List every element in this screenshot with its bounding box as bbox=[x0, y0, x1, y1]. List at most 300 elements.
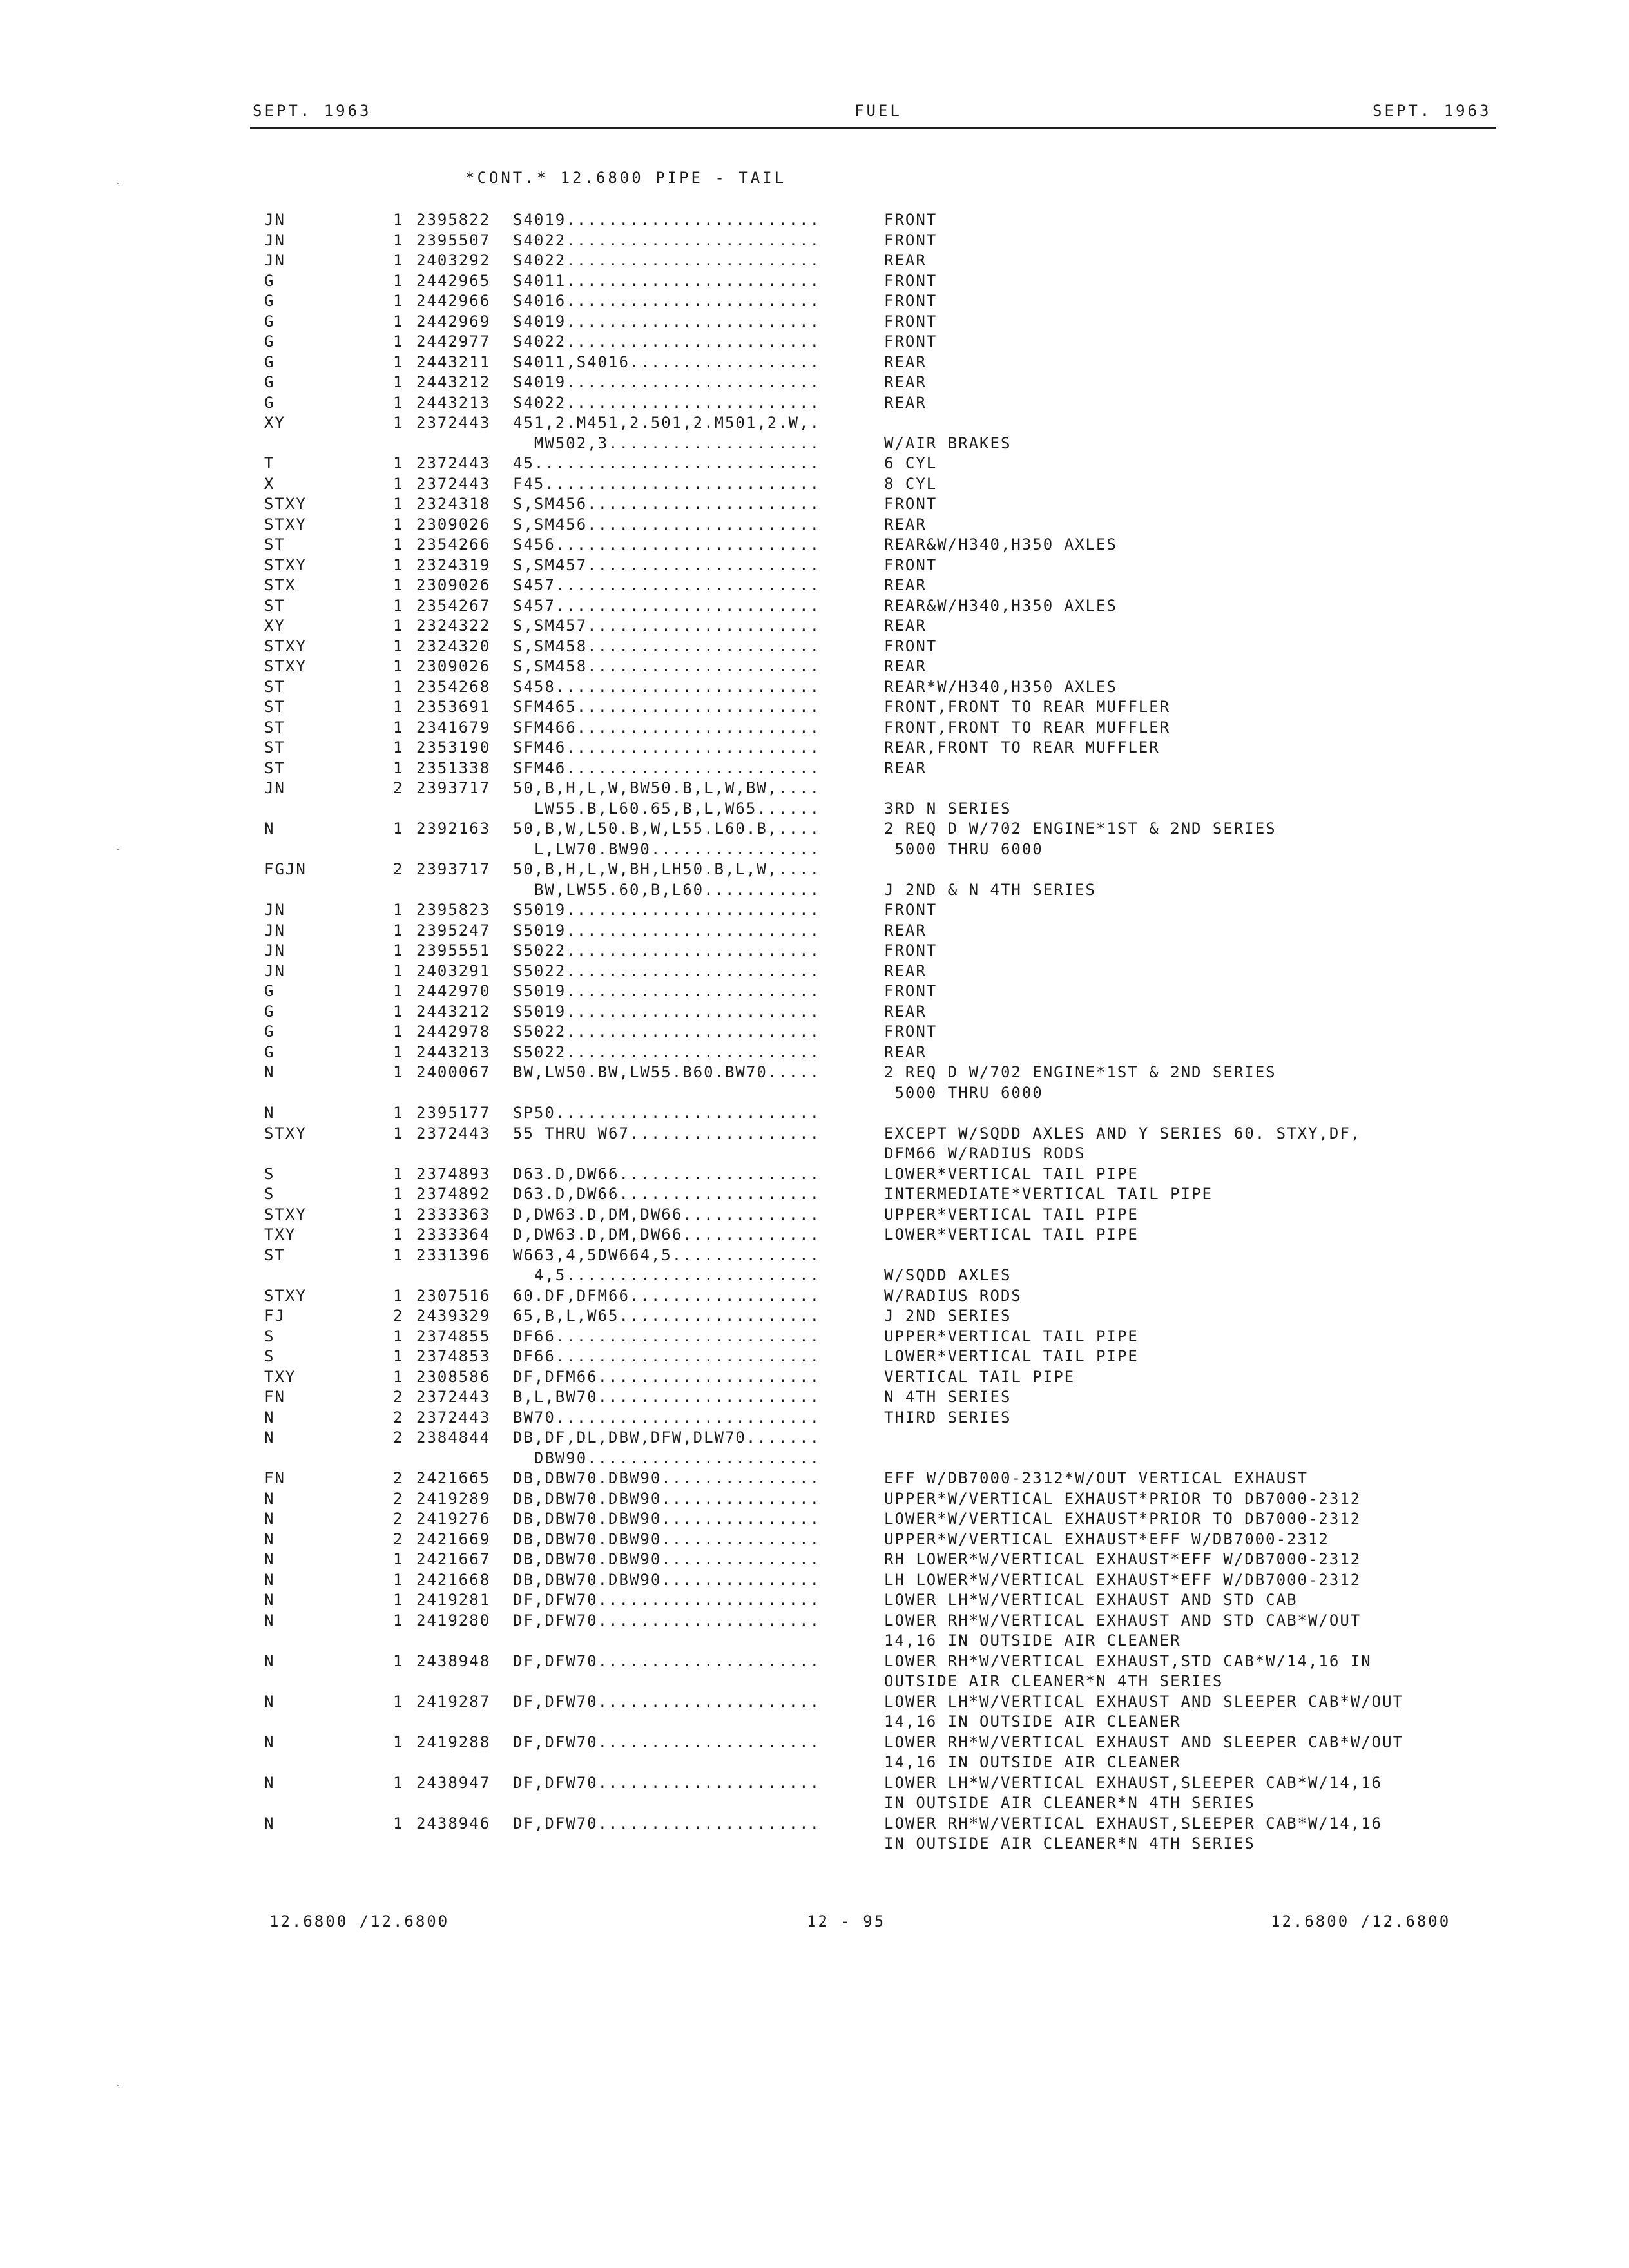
model-code: STXY bbox=[264, 637, 307, 655]
part-number: 2442970 bbox=[416, 982, 491, 1000]
quantity: 1 bbox=[393, 961, 404, 980]
part-number: 2324320 bbox=[416, 637, 491, 655]
table-row bbox=[0, 921, 1629, 941]
quantity: 2 bbox=[393, 1428, 404, 1446]
quantity: 2 bbox=[393, 860, 404, 878]
table-row bbox=[0, 596, 1629, 617]
model-code: STXY bbox=[264, 515, 307, 533]
model-code: ST bbox=[264, 677, 285, 696]
table-row bbox=[0, 1814, 1629, 1834]
model-description: S4011,S4016.................. bbox=[513, 352, 821, 371]
usage-note: 8 CYL bbox=[884, 474, 938, 493]
table-row bbox=[0, 434, 1629, 454]
model-code: T bbox=[264, 454, 275, 472]
model-code: STX bbox=[264, 576, 296, 594]
table-row bbox=[0, 372, 1629, 393]
quantity: 2 bbox=[393, 1388, 404, 1406]
usage-note: LOWER*VERTICAL TAIL PIPE bbox=[884, 1225, 1139, 1244]
usage-note: LOWER*W/VERTICAL EXHAUST*PRIOR TO DB7000-2312 bbox=[884, 1510, 1362, 1528]
usage-note: REAR bbox=[884, 758, 927, 777]
table-row bbox=[0, 1144, 1629, 1164]
table-row bbox=[0, 1286, 1629, 1307]
usage-note: 2 REQ D W/702 ENGINE*1ST & 2ND SERIES bbox=[884, 1063, 1277, 1081]
model-description: 55 THRU W67.................. bbox=[513, 1124, 821, 1142]
quantity: 1 bbox=[393, 596, 404, 615]
model-description: S5019........................ bbox=[513, 982, 821, 1000]
model-description: SFM465....................... bbox=[513, 698, 821, 716]
part-number: 2395247 bbox=[416, 921, 491, 939]
part-number: 2374893 bbox=[416, 1164, 491, 1183]
model-code: N bbox=[264, 1591, 275, 1609]
table-row bbox=[0, 494, 1629, 515]
part-number: 2372443 bbox=[416, 1408, 491, 1427]
model-code: ST bbox=[264, 1245, 285, 1264]
usage-note: INTERMEDIATE*VERTICAL TAIL PIPE bbox=[884, 1185, 1213, 1203]
usage-note: LOWER LH*W/VERTICAL EXHAUST AND SLEEPER CAB*W/OUT bbox=[884, 1692, 1404, 1711]
part-number: 2438946 bbox=[416, 1814, 491, 1832]
part-number: 2443212 bbox=[416, 1002, 491, 1021]
usage-note: FRONT bbox=[884, 292, 938, 310]
usage-note: W/AIR BRAKES bbox=[884, 434, 1012, 452]
part-number: 2374853 bbox=[416, 1347, 491, 1365]
part-number: 2354268 bbox=[416, 677, 491, 696]
usage-note: 14,16 IN OUTSIDE AIR CLEANER bbox=[884, 1713, 1181, 1731]
table-row bbox=[0, 900, 1629, 921]
table-row bbox=[0, 1245, 1629, 1266]
part-number: 2400067 bbox=[416, 1063, 491, 1081]
table-row bbox=[0, 1530, 1629, 1550]
table-row bbox=[0, 1347, 1629, 1367]
model-description: DB,DF,DL,DBW,DFW,DLW70....... bbox=[513, 1428, 821, 1446]
table-row bbox=[0, 1733, 1629, 1753]
model-description: DF66......................... bbox=[513, 1327, 821, 1345]
model-description: S,SM458...................... bbox=[513, 657, 821, 675]
quantity: 1 bbox=[393, 1164, 404, 1183]
table-row bbox=[0, 677, 1629, 698]
model-description: S5022........................ bbox=[513, 961, 821, 980]
model-code: S bbox=[264, 1164, 275, 1183]
table-row bbox=[0, 738, 1629, 758]
model-code: ST bbox=[264, 758, 285, 777]
part-number: 2351338 bbox=[416, 758, 491, 777]
model-code: N bbox=[264, 1651, 275, 1670]
quantity: 1 bbox=[393, 698, 404, 716]
usage-note: VERTICAL TAIL PIPE bbox=[884, 1367, 1075, 1386]
usage-note: 5000 THRU 6000 bbox=[884, 1083, 1043, 1102]
table-row bbox=[0, 840, 1629, 860]
footer-index-left: 12.6800 /12.6800 bbox=[269, 1912, 450, 1930]
quantity: 1 bbox=[393, 1002, 404, 1021]
quantity: 1 bbox=[393, 474, 404, 493]
model-description: S5022........................ bbox=[513, 1023, 821, 1041]
model-description: DF,DFW70..................... bbox=[513, 1611, 821, 1629]
model-description: LW55.B,L60.65,B,L,W65...... bbox=[513, 799, 821, 818]
usage-note: FRONT bbox=[884, 332, 938, 351]
quantity: 1 bbox=[393, 576, 404, 594]
table-row bbox=[0, 1408, 1629, 1428]
model-description: BW,LW55.60,B,L60........... bbox=[513, 880, 821, 899]
usage-note: REAR bbox=[884, 373, 927, 391]
quantity: 1 bbox=[393, 1205, 404, 1224]
model-description: BW,LW50.BW,LW55.B60.BW70..... bbox=[513, 1063, 821, 1081]
quantity: 1 bbox=[393, 332, 404, 351]
header-rule bbox=[250, 127, 1496, 129]
usage-note: REAR&W/H340,H350 AXLES bbox=[884, 535, 1117, 553]
usage-note: REAR,FRONT TO REAR MUFFLER bbox=[884, 738, 1160, 756]
part-number: 2333364 bbox=[416, 1225, 491, 1244]
usage-note: UPPER*W/VERTICAL EXHAUST*EFF W/DB7000-2312 bbox=[884, 1530, 1329, 1548]
model-code: G bbox=[264, 393, 275, 412]
part-number: 2372443 bbox=[416, 454, 491, 472]
quantity: 1 bbox=[393, 211, 404, 229]
usage-note: 14,16 IN OUTSIDE AIR CLEANER bbox=[884, 1631, 1181, 1649]
model-description: 60.DF,DFM66.................. bbox=[513, 1286, 821, 1305]
part-number: 2395823 bbox=[416, 901, 491, 919]
quantity: 1 bbox=[393, 515, 404, 533]
part-number: 2419281 bbox=[416, 1591, 491, 1609]
scan-speck bbox=[117, 2085, 119, 2086]
model-code: N bbox=[264, 1814, 275, 1832]
part-number: 2419289 bbox=[416, 1489, 491, 1508]
model-code: JN bbox=[264, 901, 285, 919]
model-description: S4019........................ bbox=[513, 312, 821, 331]
quantity: 1 bbox=[393, 1245, 404, 1264]
quantity: 2 bbox=[393, 1530, 404, 1548]
quantity: 2 bbox=[393, 1469, 404, 1487]
model-code: ST bbox=[264, 535, 285, 553]
usage-note: UPPER*VERTICAL TAIL PIPE bbox=[884, 1205, 1139, 1224]
usage-note: LH LOWER*W/VERTICAL EXHAUST*EFF W/DB7000-2312 bbox=[884, 1570, 1362, 1589]
model-description: S4019........................ bbox=[513, 211, 821, 229]
model-description: S5019........................ bbox=[513, 901, 821, 919]
model-description: S457......................... bbox=[513, 596, 821, 615]
usage-note: FRONT bbox=[884, 1023, 938, 1041]
part-number: 2374855 bbox=[416, 1327, 491, 1345]
quantity: 2 bbox=[393, 1307, 404, 1325]
usage-note: J 2ND & N 4TH SERIES bbox=[884, 880, 1096, 899]
quantity: 1 bbox=[393, 1692, 404, 1711]
model-code: JN bbox=[264, 251, 285, 269]
usage-note: EFF W/DB7000-2312*W/OUT VERTICAL EXHAUST bbox=[884, 1469, 1308, 1487]
quantity: 1 bbox=[393, 1651, 404, 1670]
model-description: BW70......................... bbox=[513, 1408, 821, 1427]
scan-speck bbox=[117, 849, 119, 850]
part-number: 2331396 bbox=[416, 1245, 491, 1264]
part-number: 2439329 bbox=[416, 1307, 491, 1325]
model-code: G bbox=[264, 1043, 275, 1061]
usage-note: 14,16 IN OUTSIDE AIR CLEANER bbox=[884, 1753, 1181, 1771]
table-row bbox=[0, 1611, 1629, 1631]
table-row bbox=[0, 758, 1629, 779]
model-code: G bbox=[264, 332, 275, 351]
model-code: JN bbox=[264, 921, 285, 939]
part-number: 2354267 bbox=[416, 596, 491, 615]
usage-note: REAR bbox=[884, 393, 927, 412]
quantity: 1 bbox=[393, 1733, 404, 1751]
quantity: 2 bbox=[393, 1510, 404, 1528]
model-description: SP50......................... bbox=[513, 1104, 821, 1122]
usage-note: FRONT bbox=[884, 312, 938, 331]
quantity: 1 bbox=[393, 617, 404, 635]
usage-note: N 4TH SERIES bbox=[884, 1388, 1012, 1406]
model-description: DB,DBW70.DBW90............... bbox=[513, 1570, 821, 1589]
part-number: 2309026 bbox=[416, 576, 491, 594]
quantity: 1 bbox=[393, 921, 404, 939]
usage-note: REAR&W/H340,H350 AXLES bbox=[884, 596, 1117, 615]
part-number: 2372443 bbox=[416, 1388, 491, 1406]
usage-note: 3RD N SERIES bbox=[884, 799, 1012, 818]
part-number: 2419287 bbox=[416, 1692, 491, 1711]
model-description: S4022........................ bbox=[513, 231, 821, 249]
part-number: 2421665 bbox=[416, 1469, 491, 1487]
model-code: G bbox=[264, 271, 275, 290]
model-code: N bbox=[264, 820, 275, 838]
usage-note: LOWER LH*W/VERTICAL EXHAUST AND STD CAB bbox=[884, 1591, 1298, 1609]
table-row bbox=[0, 1489, 1629, 1510]
model-description: D63.D,DW66................... bbox=[513, 1185, 821, 1203]
part-number: 2438948 bbox=[416, 1651, 491, 1670]
model-description: DF,DFW70..................... bbox=[513, 1733, 821, 1751]
usage-note: FRONT bbox=[884, 555, 938, 574]
part-number: 2395822 bbox=[416, 211, 491, 229]
usage-note: FRONT bbox=[884, 901, 938, 919]
usage-note: FRONT bbox=[884, 637, 938, 655]
quantity: 1 bbox=[393, 271, 404, 290]
part-number: 2442978 bbox=[416, 1023, 491, 1041]
model-code: N bbox=[264, 1773, 275, 1792]
quantity: 1 bbox=[393, 1550, 404, 1568]
part-number: 2384844 bbox=[416, 1428, 491, 1446]
part-number: 2354266 bbox=[416, 535, 491, 553]
usage-note: LOWER RH*W/VERTICAL EXHAUST,SLEEPER CAB*W/14,16 bbox=[884, 1814, 1383, 1832]
model-code: S bbox=[264, 1327, 275, 1345]
table-row bbox=[0, 778, 1629, 799]
table-row bbox=[0, 555, 1629, 576]
model-description: S458......................... bbox=[513, 677, 821, 696]
table-row bbox=[0, 251, 1629, 271]
part-number: 2372443 bbox=[416, 414, 491, 432]
table-row bbox=[0, 941, 1629, 961]
table-row bbox=[0, 1570, 1629, 1591]
usage-note: REAR bbox=[884, 352, 927, 371]
part-number: 2392163 bbox=[416, 820, 491, 838]
table-row bbox=[0, 413, 1629, 434]
table-row bbox=[0, 1083, 1629, 1104]
model-description: DF,DFW70..................... bbox=[513, 1651, 821, 1670]
quantity: 1 bbox=[393, 1327, 404, 1345]
part-number: 2421668 bbox=[416, 1570, 491, 1589]
model-description: DB,DBW70.DBW90............... bbox=[513, 1510, 821, 1528]
part-number: 2403292 bbox=[416, 251, 491, 269]
model-description: MW502,3.................... bbox=[513, 434, 821, 452]
table-row bbox=[0, 799, 1629, 820]
model-code: JN bbox=[264, 941, 285, 959]
model-code: S bbox=[264, 1185, 275, 1203]
table-row bbox=[0, 515, 1629, 535]
quantity: 1 bbox=[393, 414, 404, 432]
table-row bbox=[0, 1124, 1629, 1144]
quantity: 1 bbox=[393, 1063, 404, 1081]
model-description: S4016........................ bbox=[513, 292, 821, 310]
model-code: FJ bbox=[264, 1307, 285, 1325]
model-description: DF,DFW70..................... bbox=[513, 1773, 821, 1792]
quantity: 1 bbox=[393, 758, 404, 777]
usage-note: IN OUTSIDE AIR CLEANER*N 4TH SERIES bbox=[884, 1794, 1255, 1812]
model-code: FN bbox=[264, 1388, 285, 1406]
table-row bbox=[0, 981, 1629, 1002]
usage-note: REAR*W/H340,H350 AXLES bbox=[884, 677, 1117, 696]
model-code: G bbox=[264, 312, 275, 331]
quantity: 1 bbox=[393, 454, 404, 472]
quantity: 1 bbox=[393, 1023, 404, 1041]
model-code: N bbox=[264, 1692, 275, 1711]
table-row bbox=[0, 1043, 1629, 1063]
quantity: 1 bbox=[393, 657, 404, 675]
part-number: 2421667 bbox=[416, 1550, 491, 1568]
usage-note: FRONT bbox=[884, 941, 938, 959]
quantity: 1 bbox=[393, 820, 404, 838]
part-number: 2374892 bbox=[416, 1185, 491, 1203]
model-description: S5022........................ bbox=[513, 941, 821, 959]
model-description: DB,DBW70.DBW90............... bbox=[513, 1530, 821, 1548]
table-row bbox=[0, 1367, 1629, 1388]
model-code: JN bbox=[264, 231, 285, 249]
model-description: S,SM456...................... bbox=[513, 495, 821, 513]
model-code: JN bbox=[264, 779, 285, 797]
model-code: N bbox=[264, 1611, 275, 1629]
model-description: SFM46........................ bbox=[513, 758, 821, 777]
section-title: *CONT.* 12.6800 PIPE - TAIL bbox=[465, 169, 787, 187]
table-row bbox=[0, 352, 1629, 373]
usage-note: OUTSIDE AIR CLEANER*N 4TH SERIES bbox=[884, 1672, 1224, 1690]
table-row bbox=[0, 1773, 1629, 1794]
usage-note: REAR bbox=[884, 961, 927, 980]
table-row bbox=[0, 575, 1629, 596]
footer-index-right: 12.6800 /12.6800 bbox=[1271, 1912, 1451, 1930]
usage-note: FRONT,FRONT TO REAR MUFFLER bbox=[884, 718, 1171, 736]
part-number: 2333363 bbox=[416, 1205, 491, 1224]
model-code: STXY bbox=[264, 1286, 307, 1305]
part-number: 2395177 bbox=[416, 1104, 491, 1122]
model-code: ST bbox=[264, 718, 285, 736]
model-description: 4,5........................ bbox=[513, 1266, 821, 1284]
model-description: S4011........................ bbox=[513, 271, 821, 290]
part-number: 2324322 bbox=[416, 617, 491, 635]
part-number: 2372443 bbox=[416, 1124, 491, 1142]
quantity: 1 bbox=[393, 1124, 404, 1142]
table-row bbox=[0, 332, 1629, 352]
table-row bbox=[0, 1387, 1629, 1408]
table-row bbox=[0, 393, 1629, 414]
model-code: G bbox=[264, 982, 275, 1000]
model-description: W663,4,5DW664,5.............. bbox=[513, 1245, 821, 1264]
model-code: S bbox=[264, 1347, 275, 1365]
model-description: B,L,BW70..................... bbox=[513, 1388, 821, 1406]
quantity: 1 bbox=[393, 1185, 404, 1203]
usage-note: LOWER RH*W/VERTICAL EXHAUST AND SLEEPER CAB*W/OUT bbox=[884, 1733, 1404, 1751]
usage-note: REAR bbox=[884, 657, 927, 675]
model-description: S4019........................ bbox=[513, 373, 821, 391]
usage-note: RH LOWER*W/VERTICAL EXHAUST*EFF W/DB7000-2312 bbox=[884, 1550, 1362, 1568]
model-code: TXY bbox=[264, 1367, 296, 1386]
model-description: S5019........................ bbox=[513, 921, 821, 939]
model-description: 45........................... bbox=[513, 454, 821, 472]
model-description: D63.D,DW66................... bbox=[513, 1164, 821, 1183]
usage-note: REAR bbox=[884, 921, 927, 939]
model-description: DB,DBW70.DBW90............... bbox=[513, 1550, 821, 1568]
quantity: 1 bbox=[393, 1043, 404, 1061]
usage-note: REAR bbox=[884, 515, 927, 533]
quantity: 1 bbox=[393, 1591, 404, 1609]
quantity: 1 bbox=[393, 718, 404, 736]
table-row bbox=[0, 1448, 1629, 1469]
model-code: STXY bbox=[264, 495, 307, 513]
quantity: 1 bbox=[393, 1611, 404, 1629]
quantity: 2 bbox=[393, 1489, 404, 1508]
part-number: 2443212 bbox=[416, 373, 491, 391]
part-number: 2353691 bbox=[416, 698, 491, 716]
usage-note: FRONT,FRONT TO REAR MUFFLER bbox=[884, 698, 1171, 716]
model-code: N bbox=[264, 1530, 275, 1548]
quantity: 2 bbox=[393, 1408, 404, 1427]
model-description: S4022........................ bbox=[513, 393, 821, 412]
quantity: 2 bbox=[393, 779, 404, 797]
usage-note: REAR bbox=[884, 1043, 927, 1061]
table-row bbox=[0, 1184, 1629, 1205]
quantity: 1 bbox=[393, 677, 404, 696]
table-row bbox=[0, 1834, 1629, 1854]
model-code: N bbox=[264, 1570, 275, 1589]
part-number: 2395507 bbox=[416, 231, 491, 249]
usage-note: W/SQDD AXLES bbox=[884, 1266, 1012, 1284]
quantity: 1 bbox=[393, 535, 404, 553]
table-row bbox=[0, 819, 1629, 840]
model-code: XY bbox=[264, 414, 285, 432]
quantity: 1 bbox=[393, 292, 404, 310]
quantity: 1 bbox=[393, 738, 404, 756]
part-number: 2393717 bbox=[416, 860, 491, 878]
part-number: 2324318 bbox=[416, 495, 491, 513]
usage-note: LOWER LH*W/VERTICAL EXHAUST,SLEEPER CAB*W/14,16 bbox=[884, 1773, 1383, 1792]
model-code: JN bbox=[264, 211, 285, 229]
part-number: 2372443 bbox=[416, 474, 491, 493]
usage-note: REAR bbox=[884, 617, 927, 635]
quantity: 1 bbox=[393, 941, 404, 959]
model-code: STXY bbox=[264, 1205, 307, 1224]
model-code: STXY bbox=[264, 657, 307, 675]
model-description: S457......................... bbox=[513, 576, 821, 594]
quantity: 1 bbox=[393, 352, 404, 371]
table-row bbox=[0, 1590, 1629, 1611]
model-description: 50,B,W,L50.B,W,L55.L60.B,.... bbox=[513, 820, 821, 838]
usage-note: W/RADIUS RODS bbox=[884, 1286, 1022, 1305]
quantity: 1 bbox=[393, 1367, 404, 1386]
part-number: 2421669 bbox=[416, 1530, 491, 1548]
table-row bbox=[0, 291, 1629, 312]
part-number: 2442966 bbox=[416, 292, 491, 310]
part-number: 2324319 bbox=[416, 555, 491, 574]
part-number: 2309026 bbox=[416, 657, 491, 675]
table-row bbox=[0, 697, 1629, 718]
table-row bbox=[0, 474, 1629, 495]
usage-note: 5000 THRU 6000 bbox=[884, 840, 1043, 858]
usage-note: FRONT bbox=[884, 982, 938, 1000]
table-row bbox=[0, 1306, 1629, 1327]
usage-note: IN OUTSIDE AIR CLEANER*N 4TH SERIES bbox=[884, 1834, 1255, 1852]
part-number: 2308586 bbox=[416, 1367, 491, 1386]
quantity: 1 bbox=[393, 555, 404, 574]
model-code: G bbox=[264, 352, 275, 371]
